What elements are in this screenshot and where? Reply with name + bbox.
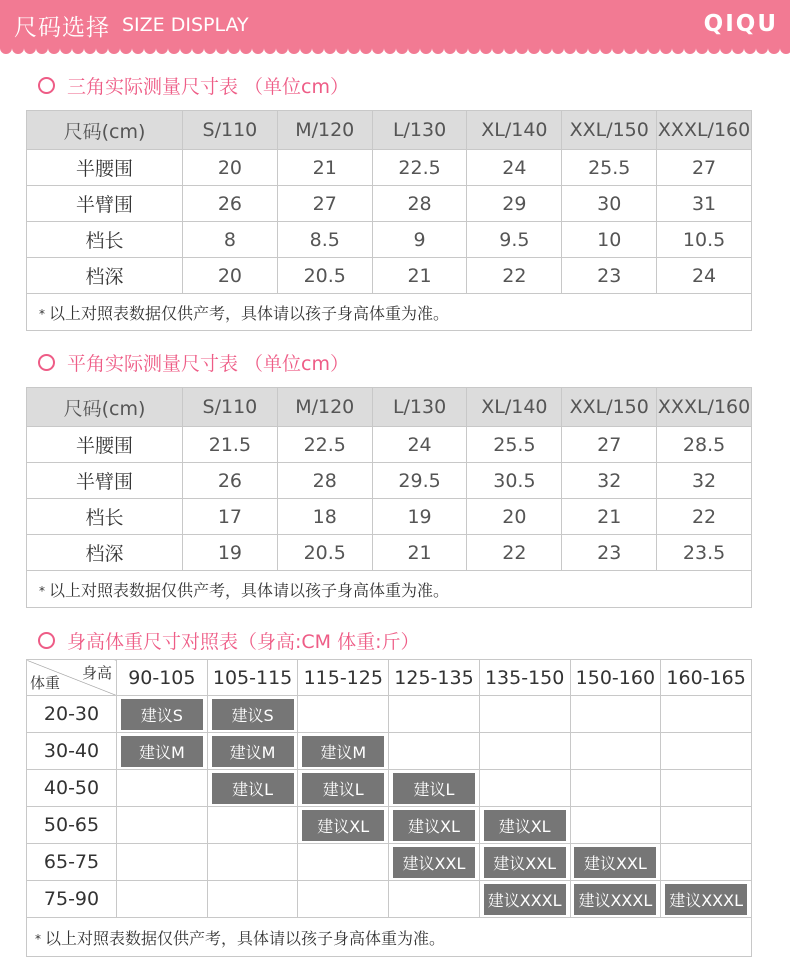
table-header-row [27,660,752,696]
table-row [27,844,752,881]
size-suggestion-badge: 建议XXL [393,847,475,878]
table-row [27,535,752,571]
measurement-value: 21 [562,499,657,535]
measurement-value: 23 [562,535,657,571]
size-suggestion-cell [389,807,480,844]
height-range-header: 90-105 [117,660,208,696]
size-suggestion-badge: 建议M [121,736,203,767]
corner-height-label: 身高 [81,664,112,682]
size-column-header: 尺码(cm) [27,388,183,427]
table-row [27,807,752,844]
measurement-name: 半腰围 [27,150,183,186]
measurement-value: 26 [183,186,278,222]
circle-bullet-icon [38,354,55,371]
size-suggestion-cell [479,807,570,844]
size-suggestion-cell [298,696,389,733]
weight-range-label: 65-75 [27,844,117,881]
table-row [27,770,752,807]
measurement-value: 19 [372,499,467,535]
size-column-header: S/110 [183,388,278,427]
size-suggestion-cell [479,844,570,881]
measurement-value: 28 [372,186,467,222]
size-suggestion-cell [117,881,208,918]
measurement-value: 22.5 [277,427,372,463]
size-suggestion-cell [570,881,661,918]
measurement-value: 28.5 [657,427,752,463]
table-row [27,258,752,294]
measurement-value: 27 [657,150,752,186]
header-banner [0,0,790,48]
size-suggestion-cell [479,881,570,918]
size-suggestion-cell [570,770,661,807]
brand-logo: QIQU [703,11,778,37]
triangle-size-table [26,110,752,331]
size-suggestion-cell [661,807,752,844]
measurement-value: 32 [562,463,657,499]
size-suggestion-cell [389,696,480,733]
measurement-value: 22.5 [372,150,467,186]
size-suggestion-cell [661,770,752,807]
height-range-header: 160-165 [661,660,752,696]
table-note: * 以上对照表数据仅供产考，具体请以孩子身高体重为准。 [27,294,752,331]
measurement-value: 9 [372,222,467,258]
measurement-value: 27 [277,186,372,222]
weight-range-label: 40-50 [27,770,117,807]
measurement-value: 32 [657,463,752,499]
measurement-value: 8 [183,222,278,258]
size-column-header: 尺码(cm) [27,111,183,150]
size-suggestion-cell [570,696,661,733]
size-suggestion-cell [479,696,570,733]
measurement-value: 20 [183,150,278,186]
size-suggestion-cell [117,844,208,881]
size-suggestion-badge: 建议S [212,699,294,730]
measurement-name: 档深 [27,258,183,294]
size-suggestion-cell [298,881,389,918]
measurement-name: 半臂围 [27,463,183,499]
table-row [27,427,752,463]
size-suggestion-cell [207,770,298,807]
measurement-value: 21 [372,535,467,571]
size-suggestion-cell [117,696,208,733]
measurement-value: 22 [657,499,752,535]
table-note-row [27,294,752,331]
size-suggestion-badge: 建议XL [393,810,475,841]
size-suggestion-cell [479,733,570,770]
measurement-value: 24 [657,258,752,294]
size-suggestion-badge: 建议XXXL [665,884,747,915]
measurement-value: 23 [562,258,657,294]
height-range-header: 150-160 [570,660,661,696]
weight-range-label: 75-90 [27,881,117,918]
height-weight-table [26,659,752,957]
size-column-header: XL/140 [467,388,562,427]
table-note-row [27,571,752,608]
size-suggestion-cell [389,733,480,770]
measurement-value: 21 [372,258,467,294]
size-suggestion-badge: 建议XL [302,810,384,841]
size-suggestion-cell [298,807,389,844]
weight-range-label: 20-30 [27,696,117,733]
measurement-value: 8.5 [277,222,372,258]
section3-heading: 身高体重尺寸对照表（身高:CM 体重:斤） [38,627,420,654]
measurement-name: 半腰围 [27,427,183,463]
table-row [27,696,752,733]
size-suggestion-cell [389,881,480,918]
measurement-value: 29.5 [372,463,467,499]
table-note: * 以上对照表数据仅供产考，具体请以孩子身高体重为准。 [27,918,752,957]
measurement-value: 20.5 [277,535,372,571]
star-marker: * [39,307,45,321]
measurement-value: 31 [657,186,752,222]
table-note: * 以上对照表数据仅供产考，具体请以孩子身高体重为准。 [27,571,752,608]
size-suggestion-badge: 建议XXL [484,847,566,878]
measurement-value: 30.5 [467,463,562,499]
measurement-value: 23.5 [657,535,752,571]
size-suggestion-cell [661,696,752,733]
size-suggestion-badge: 建议M [302,736,384,767]
table-row [27,733,752,770]
table-row [27,499,752,535]
size-column-header: M/120 [277,111,372,150]
measurement-value: 19 [183,535,278,571]
measurement-value: 10.5 [657,222,752,258]
measurement-value: 18 [277,499,372,535]
size-suggestion-cell [298,733,389,770]
size-suggestion-cell [570,733,661,770]
size-column-header: XL/140 [467,111,562,150]
circle-bullet-icon [38,77,55,94]
size-column-header: XXL/150 [562,111,657,150]
height-range-header: 125-135 [389,660,480,696]
scallop-border [0,44,790,58]
page-subtitle: SIZE DISPLAY [122,14,249,36]
measurement-value: 21 [277,150,372,186]
measurement-value: 17 [183,499,278,535]
size-suggestion-cell [117,807,208,844]
size-suggestion-cell [661,844,752,881]
measurement-value: 24 [467,150,562,186]
measurement-value: 22 [467,535,562,571]
height-range-header: 105-115 [207,660,298,696]
size-suggestion-cell [570,807,661,844]
size-suggestion-badge: 建议XXL [574,847,656,878]
size-column-header: L/130 [372,111,467,150]
height-range-header: 135-150 [479,660,570,696]
corner-weight-label: 体重 [30,674,61,692]
size-suggestion-badge: 建议L [393,773,475,804]
measurement-name: 档长 [27,222,183,258]
size-suggestion-badge: 建议S [121,699,203,730]
measurement-value: 25.5 [562,150,657,186]
measurement-value: 21.5 [183,427,278,463]
boxer-size-table [26,387,752,608]
size-suggestion-cell [207,881,298,918]
size-column-header: XXXL/160 [657,388,752,427]
size-suggestion-cell [661,881,752,918]
section1-heading: 三角实际测量尺寸表 （单位cm） [38,72,349,99]
measurement-value: 20 [467,499,562,535]
size-suggestion-cell [207,844,298,881]
measurement-value: 20.5 [277,258,372,294]
size-suggestion-badge: 建议M [212,736,294,767]
table-row [27,463,752,499]
weight-range-label: 50-65 [27,807,117,844]
size-column-header: L/130 [372,388,467,427]
weight-range-label: 30-40 [27,733,117,770]
star-marker: * [39,584,45,598]
size-suggestion-badge: 建议L [302,773,384,804]
measurement-value: 9.5 [467,222,562,258]
size-suggestion-cell [298,844,389,881]
size-suggestion-cell [479,770,570,807]
table-row [27,222,752,258]
table-row [27,881,752,918]
measurement-value: 10 [562,222,657,258]
table-header-row [27,111,752,150]
measurement-value: 29 [467,186,562,222]
corner-cell [27,660,117,696]
size-suggestion-cell [207,733,298,770]
measurement-name: 档长 [27,499,183,535]
size-suggestion-cell [298,770,389,807]
size-suggestion-badge: 建议L [212,773,294,804]
measurement-value: 27 [562,427,657,463]
table-note-row [27,918,752,957]
measurement-value: 26 [183,463,278,499]
page-title: 尺码选择 [14,15,110,41]
measurement-value: 28 [277,463,372,499]
size-suggestion-cell [207,696,298,733]
size-suggestion-cell [661,733,752,770]
measurement-value: 25.5 [467,427,562,463]
size-suggestion-cell [389,770,480,807]
section2-heading: 平角实际测量尺寸表 （单位cm） [38,349,349,376]
circle-bullet-icon [38,632,55,649]
table-header-row [27,388,752,427]
size-column-header: XXXL/160 [657,111,752,150]
size-suggestion-badge: 建议XXXL [484,884,566,915]
height-range-header: 115-125 [298,660,389,696]
measurement-name: 半臂围 [27,186,183,222]
measurement-value: 24 [372,427,467,463]
measurement-name: 档深 [27,535,183,571]
size-column-header: M/120 [277,388,372,427]
table-row [27,150,752,186]
size-column-header: XXL/150 [562,388,657,427]
size-suggestion-cell [389,844,480,881]
size-suggestion-cell [117,733,208,770]
size-suggestion-cell [117,770,208,807]
measurement-value: 30 [562,186,657,222]
size-suggestion-cell [207,807,298,844]
measurement-value: 22 [467,258,562,294]
size-suggestion-badge: 建议XL [484,810,566,841]
size-suggestion-cell [570,844,661,881]
size-suggestion-badge: 建议XXXL [574,884,656,915]
table-row [27,186,752,222]
measurement-value: 20 [183,258,278,294]
star-marker: * [35,932,41,946]
size-column-header: S/110 [183,111,278,150]
